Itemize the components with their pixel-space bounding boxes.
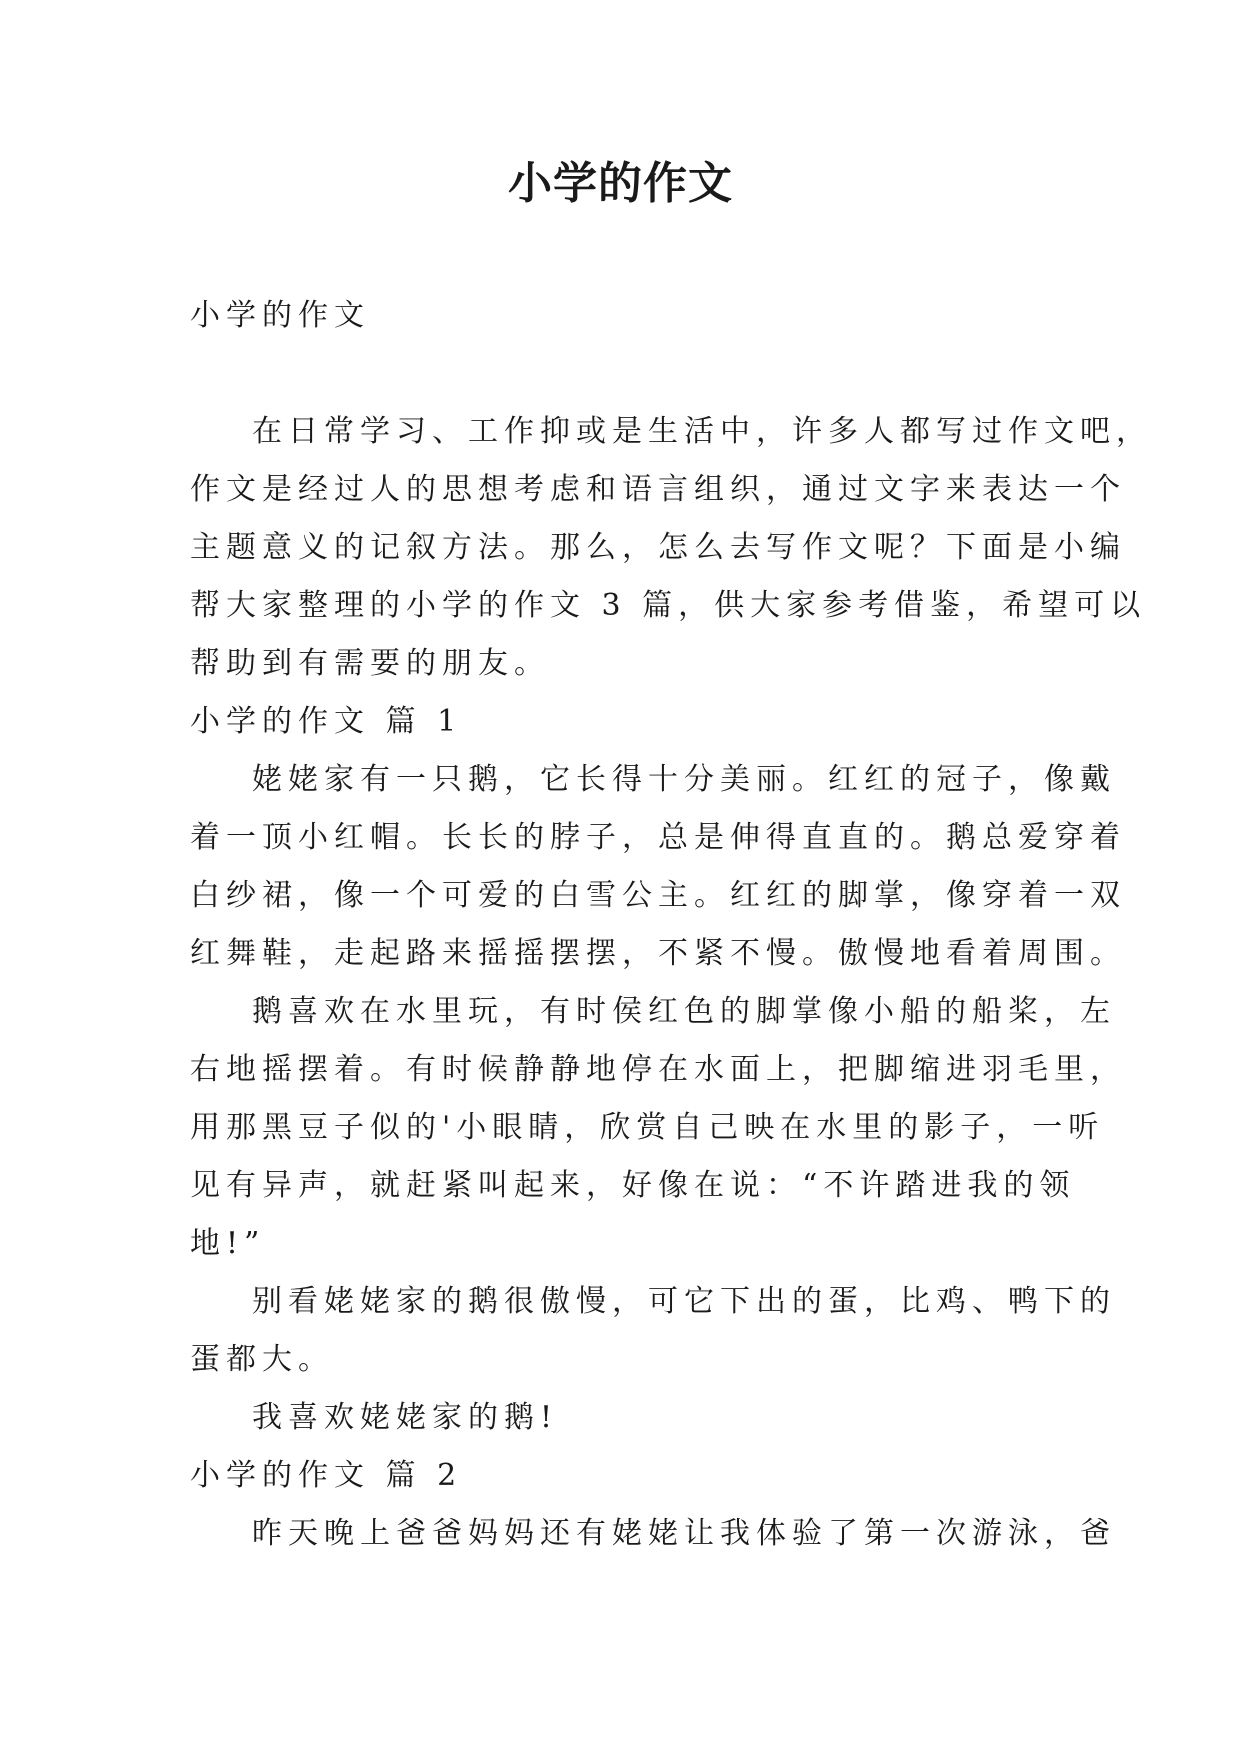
essay-1-line: 用那黑豆子似的'小眼睛，欣赏自己映在水里的影子，一听 <box>190 1110 1105 1145</box>
section-heading-2: 小学的作文 篇 2 <box>190 1458 463 1493</box>
subtitle-line: 小学的作文 <box>190 298 370 333</box>
essay-1-line: 地!” <box>190 1226 266 1261</box>
section-heading-1: 小学的作文 篇 1 <box>190 704 463 739</box>
intro-line: 帮大家整理的小学的作文 3 篇，供大家参考借鉴，希望可以 <box>190 588 1147 623</box>
essay-1-line: 右地摇摆着。有时候静静地停在水面上，把脚缩进羽毛里， <box>190 1052 1126 1087</box>
essay-1-line: 我喜欢姥姥家的鹅! <box>252 1400 559 1435</box>
essay-1-line: 着一顶小红帽。长长的脖子，总是伸得直直的。鹅总爱穿着 <box>190 820 1126 855</box>
intro-line: 主题意义的记叙方法。那么，怎么去写作文呢？下面是小编 <box>190 530 1126 565</box>
document-title: 小学的作文 <box>508 158 733 209</box>
intro-line: 在日常学习、工作抑或是生活中，许多人都写过作文吧， <box>252 414 1152 449</box>
essay-1-line: 别看姥姥家的鹅很傲慢，可它下出的蛋，比鸡、鸭下的 <box>252 1284 1116 1319</box>
essay-1-line: 红舞鞋，走起路来摇摇摆摆，不紧不慢。傲慢地看着周围。 <box>190 936 1126 971</box>
essay-1-line: 白纱裙，像一个可爱的白雪公主。红红的脚掌，像穿着一双 <box>190 878 1126 913</box>
essay-1-line: 见有异声，就赶紧叫起来，好像在说：“不许踏进我的领 <box>190 1168 1076 1203</box>
essay-2-line: 昨天晚上爸爸妈妈还有姥姥让我体验了第一次游泳，爸 <box>252 1516 1116 1551</box>
essay-1-line: 鹅喜欢在水里玩，有时侯红色的脚掌像小船的船桨，左 <box>252 994 1116 1029</box>
essay-1-line: 蛋都大。 <box>190 1342 334 1377</box>
intro-line: 帮助到有需要的朋友。 <box>190 646 550 681</box>
intro-line: 作文是经过人的思想考虑和语言组织，通过文字来表达一个 <box>190 472 1126 507</box>
essay-1-line: 姥姥家有一只鹅，它长得十分美丽。红红的冠子，像戴 <box>252 762 1116 797</box>
